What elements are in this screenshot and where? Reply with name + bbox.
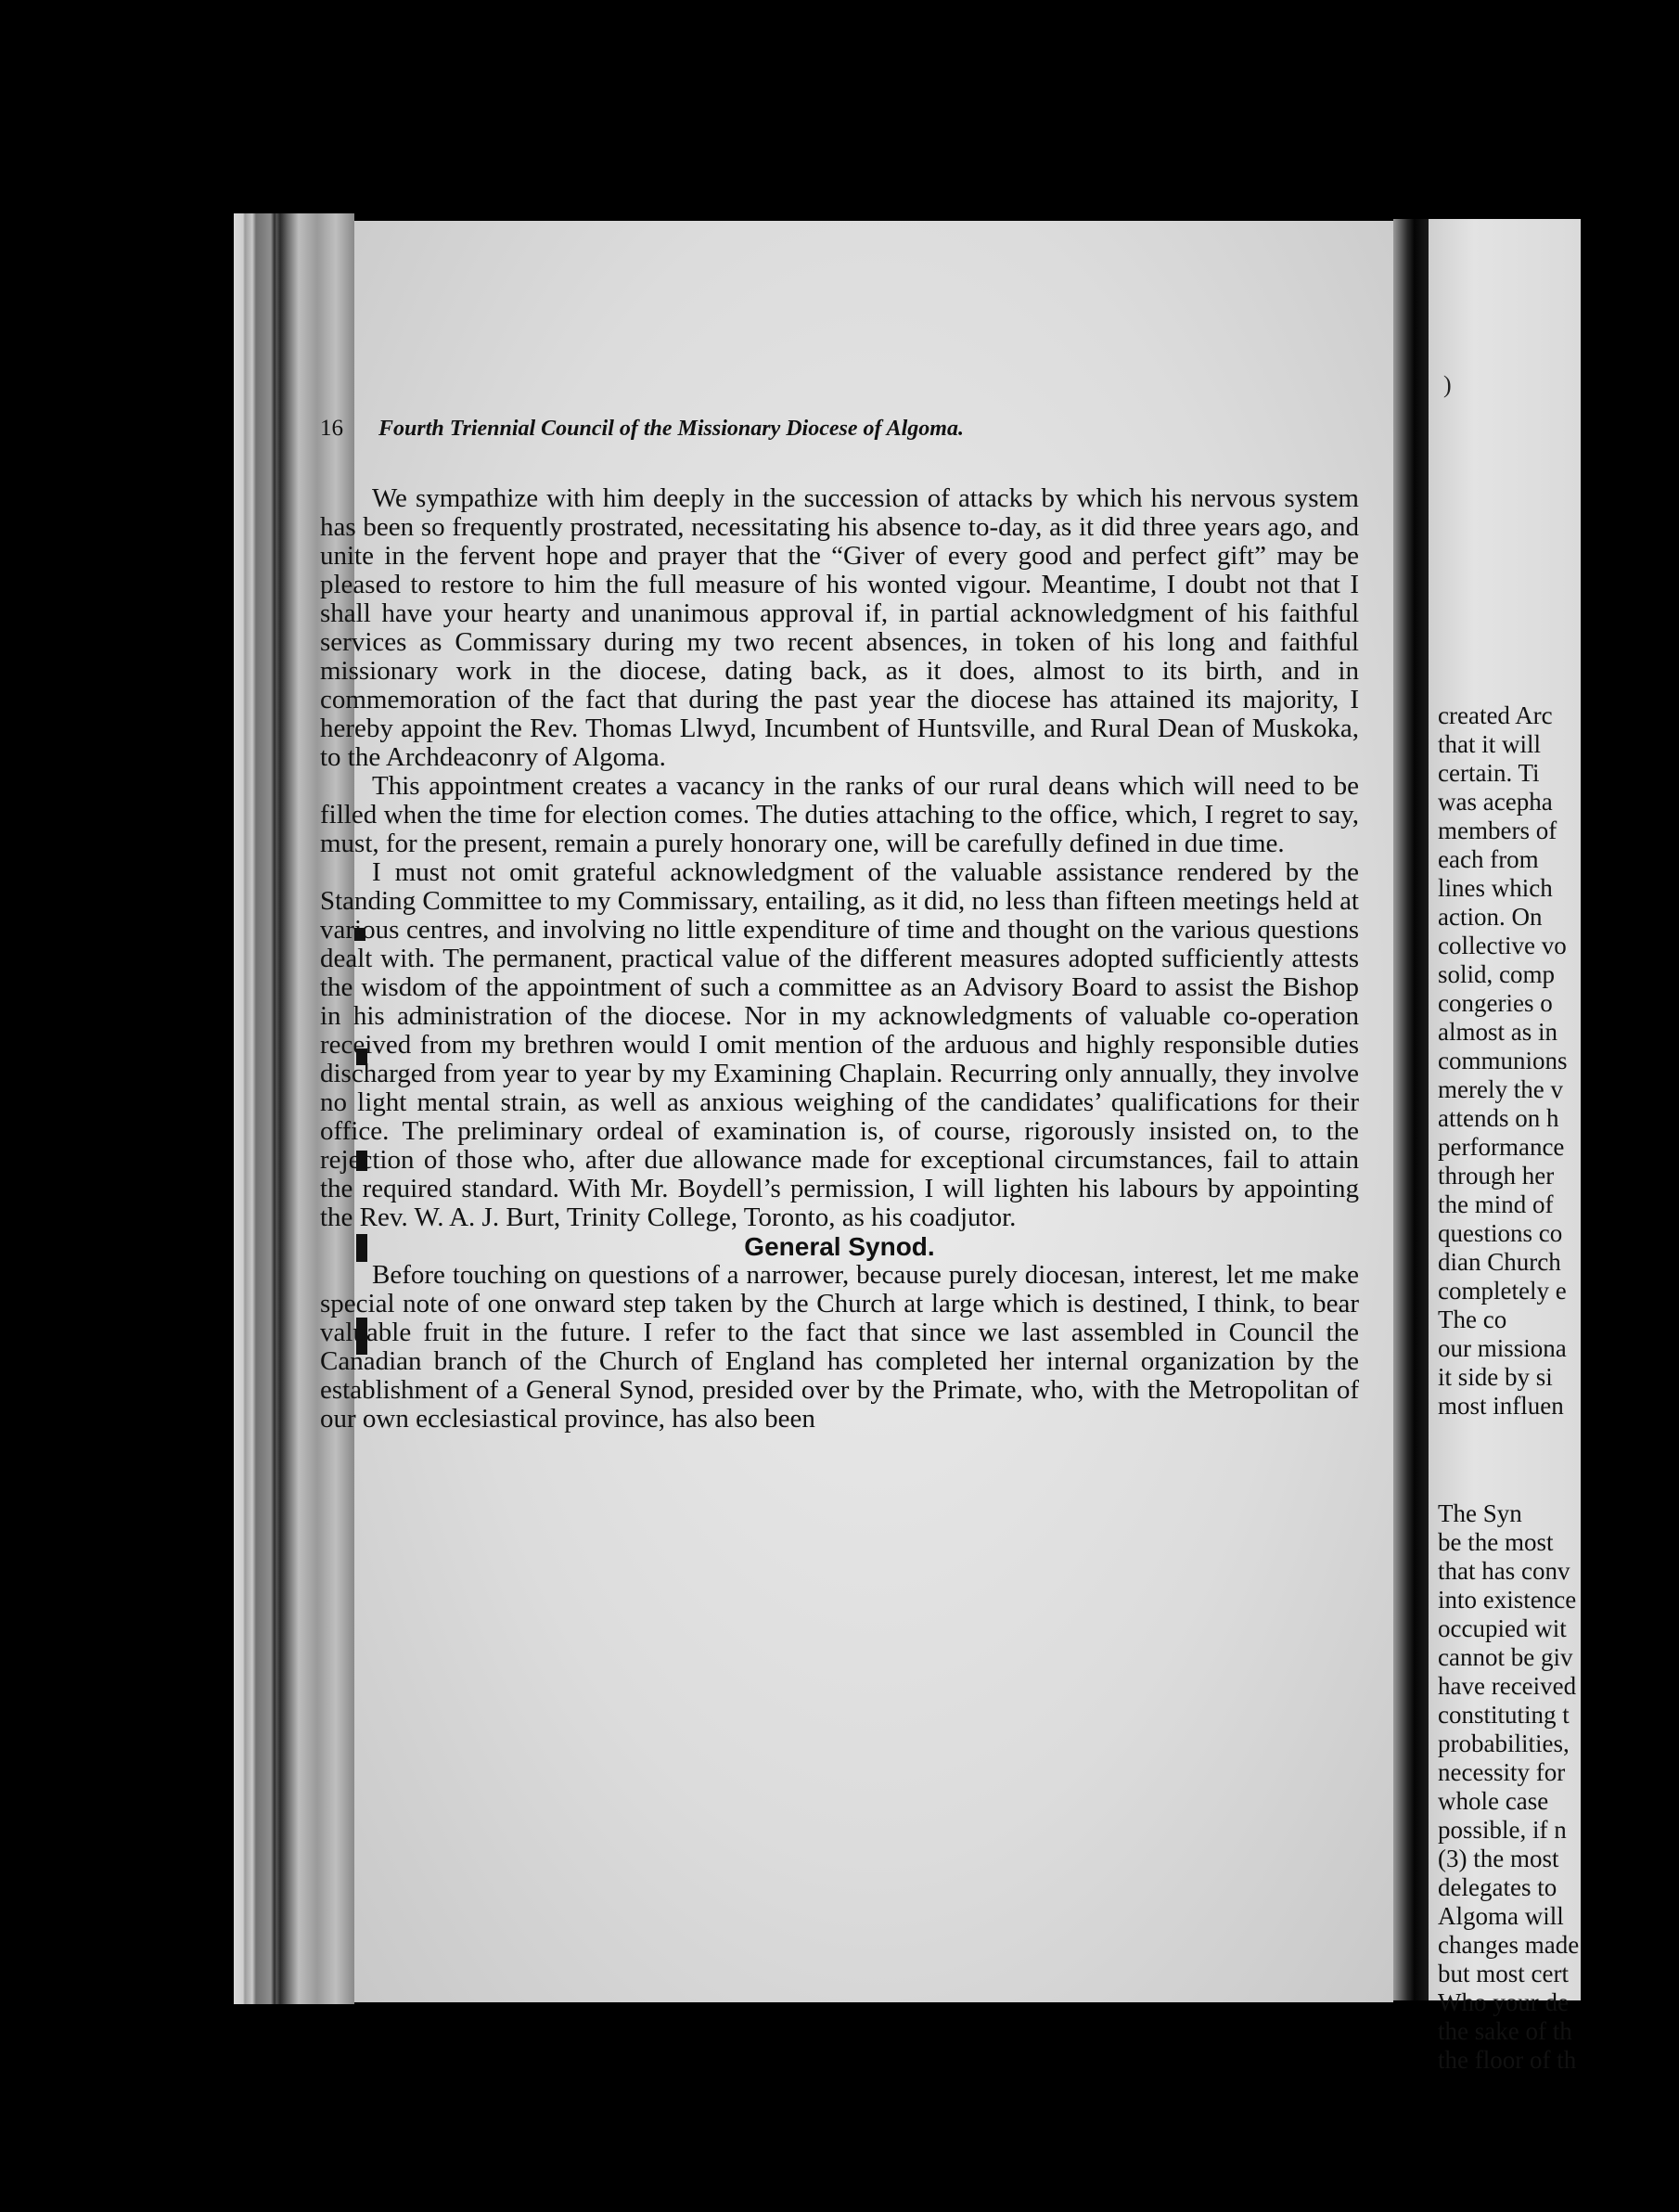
right-page-line: but most cert: [1438, 1960, 1569, 1987]
right-page-line: questions co: [1438, 1219, 1563, 1247]
right-page-line: occupied wit: [1438, 1614, 1567, 1642]
right-page-line: action. On: [1438, 903, 1543, 931]
right-page-line: performance: [1438, 1133, 1565, 1161]
right-page-line: attends on h: [1438, 1104, 1559, 1132]
right-page-line: delegates to: [1438, 1873, 1557, 1901]
right-page-line: the mind of: [1438, 1190, 1554, 1218]
right-page-line: our missiona: [1438, 1334, 1567, 1362]
right-page-line: collective vo: [1438, 932, 1567, 959]
right-page-line: merely the v: [1438, 1075, 1563, 1103]
right-page-text-lower: [1438, 1499, 1679, 2075]
right-page-line: lines which: [1438, 874, 1553, 902]
running-header: [320, 416, 1303, 442]
right-page-line: solid, comp: [1438, 960, 1555, 988]
right-page-line: created Arc: [1438, 701, 1553, 729]
right-page-line: constituting t: [1438, 1701, 1570, 1729]
right-page-line: that it will: [1438, 730, 1541, 758]
right-page-line: almost as in: [1438, 1018, 1557, 1046]
right-page: [1429, 219, 1581, 2074]
right-page-line: congeries o: [1438, 989, 1553, 1017]
right-page-line: The Syn: [1438, 1499, 1522, 1527]
header-title: Fourth Triennial Council of the Missionary Diocese of Algoma.: [378, 417, 964, 441]
right-page-line: the sake of th: [1438, 2017, 1572, 2045]
right-margin-mark: ): [1443, 371, 1452, 398]
right-page-line: probabilities,: [1438, 1730, 1570, 1757]
paragraph: I must not omit grateful acknowledgment of the valuable assistance rendered by the Standing Committee to my Commissary, entailing, as it did, no less than fifteen meetings held at various centres, and involving no little expenditure of time and thought on the various questions dealt with. The permanent, practical value of the different measures adopted sufficiently attests the wisdom of the appointment of such a committee as an Advisory Board to assist the Bishop in his administration of the diocese. Nor in my acknowledgments of valuable co-operation received from my brethren would I omit mention of the arduous and highly responsible duties discharged from year to year by my Examining Chaplain. Recurring only annually, they involve no light mental strain, as well as anxious weighing of the candidates’ qualifications for their office. The preliminary ordeal of examination is, of course, rigorously insisted on, to the rejection of those who, after due allowance made for exceptional circumstances, fail to attain the required standard. With Mr. Boydell’s permission, I will lighten his labours by appointing the Rev. W. A. J. Burt, Trinity College, Toronto, as his coadjutor.: [320, 857, 1359, 1232]
right-page-line: communions: [1438, 1047, 1568, 1074]
paragraph: This appointment creates a vacancy in the ranks of our rural deans which will need to be filled when the time for election comes. The duties attaching to the office, which, I regret to say, must, for the present, remain a purely honorary one, will be carefully defined in due time.: [320, 771, 1359, 858]
right-page-text-upper: [1438, 701, 1679, 1421]
right-page-line: the floor of th: [1438, 2046, 1577, 2074]
right-page-line: that has conv: [1438, 1557, 1570, 1585]
right-page-line: have received: [1438, 1672, 1577, 1700]
right-page-line: members of: [1438, 817, 1557, 844]
right-page-line: was acepha: [1438, 788, 1553, 816]
right-page-line: whole case: [1438, 1787, 1549, 1815]
right-page-line: necessity for: [1438, 1758, 1566, 1786]
right-page-line: it side by si: [1438, 1363, 1553, 1391]
right-page-line: most influen: [1438, 1392, 1564, 1420]
right-page-line: (3) the most: [1438, 1845, 1559, 1872]
right-page-line: cannot be giv: [1438, 1643, 1573, 1671]
right-page-line: each from: [1438, 845, 1539, 873]
right-page-line: into existence: [1438, 1586, 1577, 1614]
right-page-line: be the most: [1438, 1528, 1554, 1556]
page-number: 16: [320, 416, 343, 441]
right-page-line: Who your de: [1438, 1988, 1569, 2016]
right-page-line: certain. Ti: [1438, 759, 1540, 787]
right-page-line: through her: [1438, 1162, 1555, 1190]
right-page-line: possible, if n: [1438, 1816, 1567, 1844]
book-gutter: [1393, 219, 1429, 2000]
right-page-line: The co: [1438, 1305, 1507, 1333]
right-page-line: dian Church: [1438, 1248, 1561, 1276]
paragraph: We sympathize with him deeply in the succession of attacks by which his nervous system has been so frequently prostrated, necessitating his absence to-day, as it did three years ago, and unite in the fervent hope and prayer that the “Giver of every good and perfect gift” may be pleased to restore to him the full measure of his wonted vigour. Meantime, I doubt not that I shall have your hearty and unanimous approval if, in partial acknowledgment of his faithful services as Commissary during my two recent absences, in token of his long and faithful missionary work in the diocese, dating back, as it does, almost to its birth, and in commemoration of the fact that during the past year the diocese has attained its majority, I hereby appoint the Rev. Thomas Llwyd, Incumbent of Huntsville, and Rural Dean of Muskoka, to the Archdeaconry of Algoma.: [320, 483, 1359, 772]
right-page-line: changes made: [1438, 1931, 1580, 1959]
body-text: [320, 484, 1359, 1434]
right-page-line: completely e: [1438, 1277, 1567, 1305]
right-page-line: Algoma will: [1438, 1902, 1564, 1930]
section-heading: General Synod.: [744, 1232, 935, 1261]
paragraph: Before touching on questions of a narrower, because purely diocesan, interest, let me make special note of one onward step taken by the Church at large which is destined, I think, to bear valuable fruit in the future. I refer to the fact that since we last assembled in Council the Canadian branch of the Church of England has completed her internal organization by the establishment of a General Synod, presided over by the Primate, who, with the Metropolitan of our own ecclesiastical province, has also been: [320, 1260, 1359, 1434]
